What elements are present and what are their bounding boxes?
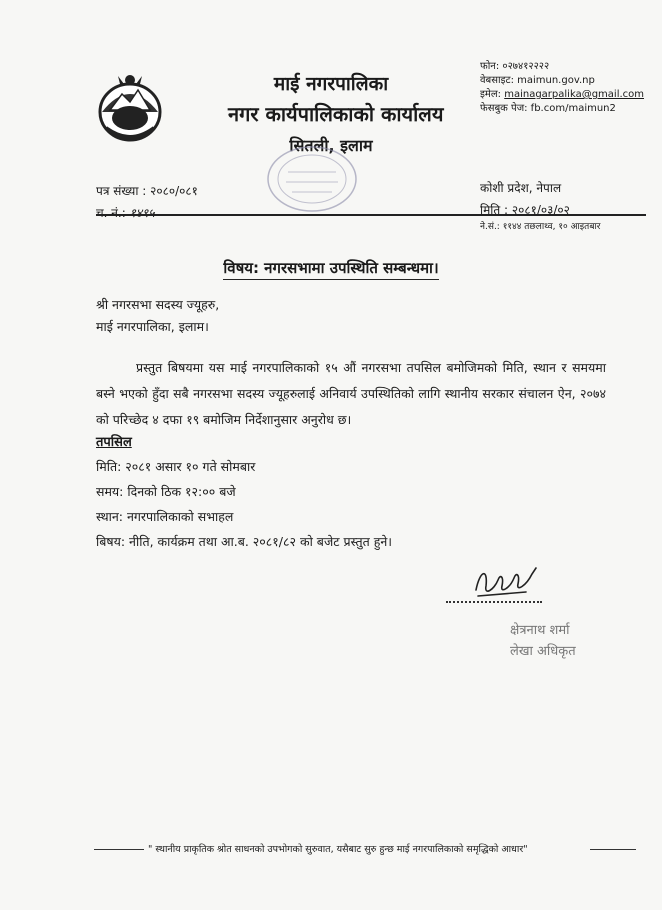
email-label: इमेल: bbox=[480, 89, 505, 100]
body-paragraph: प्रस्तुत बिषयमा यस माई नगरपालिकाको १५ औं नगरसभा तपसिल बमोजिमको मिति, स्थान र समयमा बस्ने भएको हुँदा सबै नगरसभा सदस्य ज्यूहरुलाई अनिवार्य उपस्थितिको लागि स्थानीय सरकार संचालन ऐन, २०७४ को परिच्छेद ४ दफा १९ बमोजिम निर्देशानुसार अनुरोध छ। bbox=[96, 360, 606, 427]
dispatch-value: १४९५ bbox=[129, 206, 155, 220]
signer-block bbox=[510, 620, 576, 662]
dispatch-number bbox=[96, 202, 198, 224]
detail-agenda: बिषय: नीति, कार्यक्रम तथा आ.ब. २०८१/८२ को बजेट प्रस्तुत हुने। bbox=[96, 534, 393, 549]
addressee bbox=[96, 294, 219, 338]
office-location: सितली, इलाम bbox=[289, 136, 373, 155]
nepal-sambat-date: ने.सं.: ११४४ तछलाथ्व, १० आइतबार bbox=[480, 222, 601, 232]
office-name: नगर कार्यपालिकाको कार्यालय bbox=[228, 102, 444, 126]
province: कोशी प्रदेश, नेपाल bbox=[480, 181, 562, 195]
municipality-name: माई नगरपालिका bbox=[273, 73, 389, 95]
handwritten-signature-icon bbox=[470, 560, 542, 604]
office-stamp-icon bbox=[262, 142, 362, 216]
header-divider bbox=[96, 214, 646, 216]
footer-rule-right bbox=[590, 849, 636, 850]
website: वेबसाइट: maimun.gov.np bbox=[480, 75, 595, 86]
facebook-page: फेसबुक पेज: fb.com/maimun2 bbox=[480, 103, 616, 114]
email-row bbox=[480, 88, 644, 102]
contact-block bbox=[480, 60, 644, 116]
details-list bbox=[96, 454, 392, 554]
letter-number: पत्र संख्या : २०८०/०८१ bbox=[96, 184, 198, 198]
signer-title: लेखा अधिकृत bbox=[510, 644, 576, 659]
phone-number: फोन: ०२७४१२२२२ bbox=[480, 61, 550, 72]
details-heading: तपसिल bbox=[96, 435, 132, 450]
addressee-line-2: माई नगरपालिका, इलाम। bbox=[96, 319, 209, 334]
reference-block bbox=[96, 180, 198, 224]
addressee-line-1: श्री नगरसभा सदस्य ज्यूहरु, bbox=[96, 297, 220, 312]
detail-time: समय: दिनको ठिक १२:०० बजे bbox=[96, 484, 236, 499]
footer-slogan: " स्थानीय प्राकृतिक श्रोत साधनको उपभोगको सुरुवात, यसैबाट सुरु हुन्छ माई नगरपालिकाको समृद्धिको आधार" bbox=[148, 844, 528, 855]
detail-date: मिति: २०८१ असार १० गते सोमबार bbox=[96, 459, 256, 474]
footer-rule-left bbox=[94, 849, 144, 850]
letter-subject: विषय: नगरसभामा उपस्थिति सम्बन्धमा। bbox=[0, 258, 662, 278]
email-address: mainagarpalika@gmail.com bbox=[504, 89, 645, 100]
letter-date: मिति : २०८१/०३/०२ bbox=[480, 203, 570, 217]
detail-venue: स्थान: नगरपालिकाको सभाहल bbox=[96, 509, 234, 524]
signature-line bbox=[446, 601, 542, 603]
dispatch-label: च. नं.: bbox=[96, 206, 126, 220]
signer-name: क्षेत्रनाथ शर्मा bbox=[510, 623, 570, 638]
